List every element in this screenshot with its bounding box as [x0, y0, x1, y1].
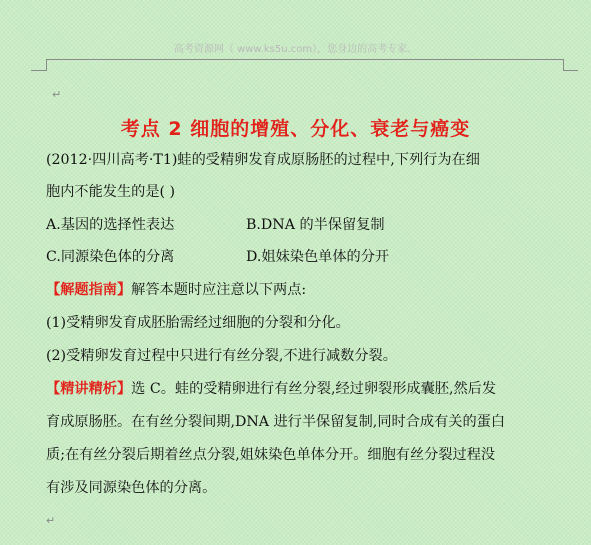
- page-header-text: 高考资源网（ www.ks5u.com），您身边的高考专家。: [173, 44, 418, 55]
- option-a: A.基因的选择性表达: [46, 217, 175, 233]
- corner-mark-right-horizontal: [563, 70, 578, 71]
- header-rule: [46, 59, 563, 60]
- option-b: B.DNA 的半保留复制: [246, 217, 385, 233]
- analysis-line-1: [46, 373, 576, 405]
- guide-text: 解答本题时应注意以下两点:: [131, 282, 307, 298]
- corner-mark-right-vertical: [563, 59, 564, 71]
- guide-point-1: (1)受精卵发育成胚胎需经过细胞的分裂和分化。: [46, 315, 350, 331]
- option-d: D.姐妹染色单体的分开: [246, 249, 390, 265]
- paragraph-end-mark-icon: ↵: [46, 514, 56, 527]
- section-title: 考点 2 细胞的增殖、分化、衰老与癌变: [120, 118, 471, 140]
- analysis-text-1: 选 C。蛙的受精卵进行有丝分裂,经过卵裂形成囊胚,然后发: [131, 381, 497, 397]
- corner-mark-left-horizontal: [31, 70, 46, 71]
- analysis-line-4: 有涉及同源染色体的分离。: [46, 480, 217, 496]
- question-line-1: (2012·四川高考·T1)蛙的受精卵发育成原肠胚的过程中,下列行为在细: [46, 152, 480, 168]
- question-line-2: 胞内不能发生的是( ): [46, 184, 176, 200]
- guide-point-2: (2)受精卵发育过程中只进行有丝分裂,不进行减数分裂。: [46, 348, 397, 364]
- paragraph-mark-icon: ↵: [52, 88, 62, 101]
- analysis-line-2: 育成原肠胚。在有丝分裂间期,DNA 进行半保留复制,同时合成有关的蛋白: [46, 414, 506, 430]
- corner-mark-left-vertical: [46, 59, 47, 71]
- analysis-tag: 【精讲精析】: [46, 381, 132, 397]
- guide-tag: 【解题指南】: [46, 282, 132, 298]
- guide-line: [46, 274, 576, 306]
- option-c: C.同源染色体的分离: [46, 249, 175, 265]
- analysis-line-3: 质;在有丝分裂后期着丝点分裂,姐妹染色单体分开。细胞有丝分裂过程没: [46, 447, 496, 463]
